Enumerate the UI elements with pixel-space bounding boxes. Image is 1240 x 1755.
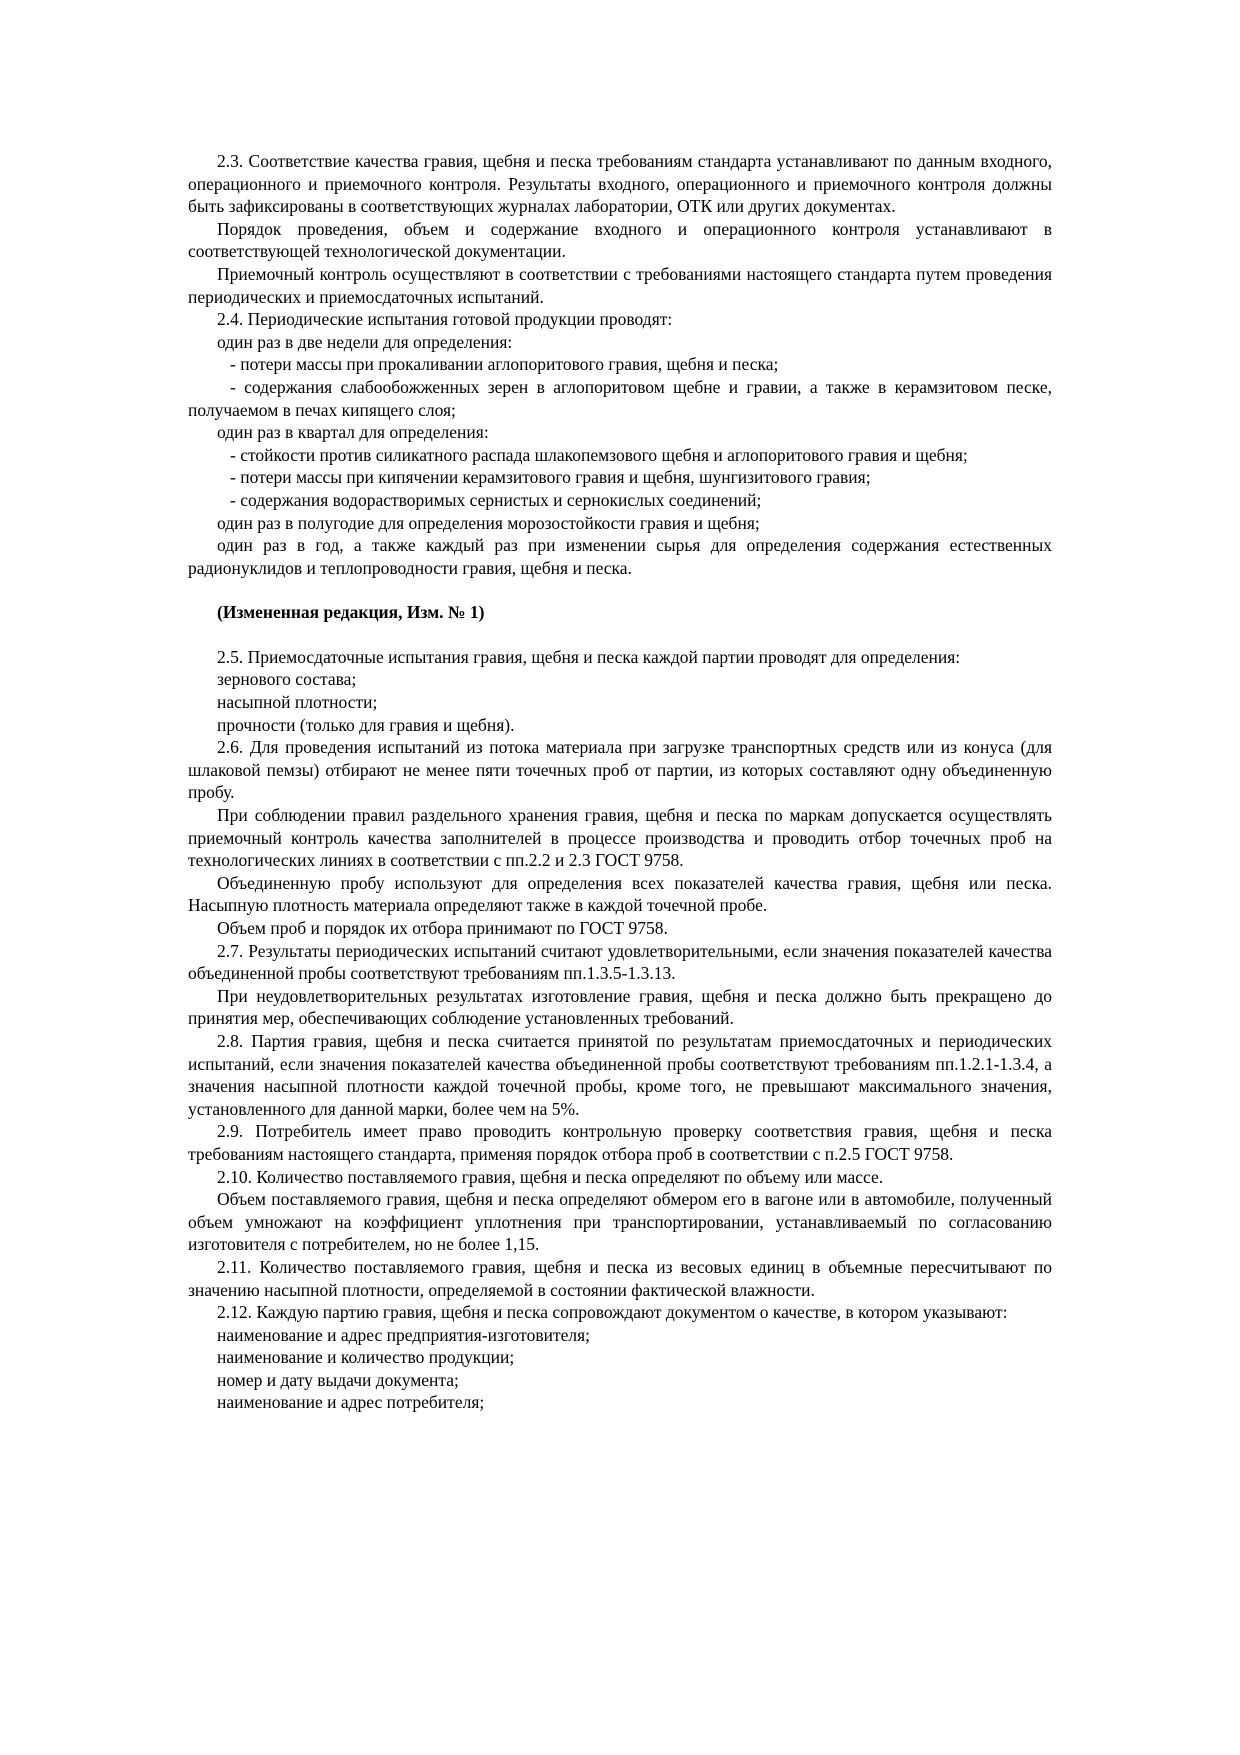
paragraph-2-12: 2.12. Каждую партию гравия, щебня и песка сопровождают документом о качестве, в котором указывают:	[217, 1302, 1008, 1323]
paragraph: При соблюдении правил раздельного хранения гравия, щебня и песка по маркам допускается осуществлять приемочный контроль качества заполнителей в процессе производства и проводить отбор точечных проб на технологических линиях в соответствии с пп.2.2 и 2.3 ГОСТ 9758.	[188, 805, 1052, 871]
paragraph-2-9: 2.9. Потребитель имеет право проводить контрольную проверку соответствия гравия, щебня и песка требованиям настоящего стандарта, применяя порядок отбора проб в соответствии с п.2.5 ГОСТ 9758.	[188, 1121, 1052, 1164]
list-item: номер и дату выдачи документа;	[217, 1369, 459, 1390]
paragraph-2-8: 2.8. Партия гравия, щебня и песка считается принятой по результатам приемосдаточных и периодических испытаний, если значения показателей качества объединенной пробы соответствуют требованиям пп.1.2.1-1.3.4, а значения насыпной плотности каждой точечной пробы, кроме того, не превышают максимального значения, установленного для данной марки, более чем на 5%.	[188, 1030, 1052, 1119]
list-item: наименование и количество продукции;	[217, 1347, 515, 1368]
list-item: - потери массы при кипячении керамзитового гравия и щебня, шунгизитового гравия;	[230, 467, 871, 488]
document-page	[188, 150, 1052, 1414]
list-item: - содержания слабообожженных зерен в аглопоритовом щебне и гравии, а также в керамзитовом песке, получаемом в печах кипящего слоя;	[188, 376, 1052, 420]
paragraph-2-10: 2.10. Количество поставляемого гравия, щебня и песка определяют по объему или массе.	[217, 1166, 884, 1187]
paragraph: Приемочный контроль осуществляют в соответствии с требованиями настоящего стандарта путем проведения периодических и приемосдаточных испытаний.	[188, 263, 1052, 307]
paragraph: один раз в квартал для определения:	[217, 422, 489, 443]
paragraph: один раз в две недели для определения:	[217, 331, 513, 352]
paragraph: Объем поставляемого гравия, щебня и песка определяют обмером его в вагоне или в автомобиле, полученный объем умножают на коэффициент уплотнения при транспортировании, устанавливаемый по согласованию изготовителя с потребителем, но не более 1,15.	[188, 1189, 1052, 1255]
paragraph: Объем проб и порядок их отбора принимают по ГОСТ 9758.	[217, 918, 668, 938]
paragraph: Объединенную пробу используют для определения всех показателей качества гравия, щебня или песка. Насыпную плотность материала определяют также в каждой точечной пробе.	[188, 872, 1052, 916]
list-item: наименование и адрес предприятия-изготовителя;	[217, 1324, 591, 1345]
list-item: - потери массы при прокаливании аглопоритового гравия, щебня и песка;	[230, 354, 779, 375]
list-item: наименование и адрес потребителя;	[217, 1392, 485, 1413]
paragraph-2-3: 2.3. Соответствие качества гравия, щебня и песка требованиям стандарта устанавливают по данным входного, операционного и приемочного контроля. Результаты входного, операционного и приемочного контроля должны быть зафиксированы в соответствующих журналах лаборатории, ОТК или других документах.	[188, 151, 1052, 217]
list-item: прочности (только для гравия и щебня).	[217, 714, 515, 735]
paragraph-2-11: 2.11. Количество поставляемого гравия, щебня и песка из весовых единиц в объемные пересчитывают по значению насыпной плотности, определяемой в состоянии фактической влажности.	[188, 1256, 1052, 1300]
list-item: - содержания водорастворимых сернистых и сернокислых соединений;	[230, 489, 762, 510]
paragraph-2-7: 2.7. Результаты периодических испытаний считают удовлетворительными, если значения показателей качества объединенной пробы соответствуют требованиям пп.1.3.5-1.3.13.	[188, 940, 1052, 984]
paragraph-2-6: 2.6. Для проведения испытаний из потока материала при загрузке транспортных средств или из конуса (для шлаковой пемзы) отбирают не менее пяти точечных проб от партии, из которых составляют одну объединенную пробу.	[188, 737, 1052, 803]
list-item: насыпной плотности;	[217, 692, 378, 713]
paragraph-2-5: 2.5. Приемосдаточные испытания гравия, щебня и песка каждой партии проводят для определения:	[217, 646, 961, 667]
paragraph: один раз в полугодие для определения морозостойкости гравия и щебня;	[217, 512, 760, 533]
paragraph: При неудовлетворительных результатах изготовление гравия, щебня и песка должно быть прекращено до принятия мер, обеспечивающих соблюдение установленных требований.	[188, 985, 1052, 1029]
paragraph-2-4: 2.4. Периодические испытания готовой продукции проводят:	[217, 309, 673, 330]
amendment-note: (Измененная редакция, Изм. № 1)	[217, 602, 485, 623]
list-item: - стойкости против силикатного распада шлакопемзового щебня и аглопоритового гравия и щебня;	[230, 444, 968, 465]
paragraph: Порядок проведения, объем и содержание входного и операционного контроля устанавливают в соответствующей технологической документации.	[188, 218, 1052, 262]
paragraph: один раз в год, а также каждый раз при изменении сырья для определения содержания естественных радионуклидов и теплопроводности гравия, щебня и песка.	[188, 535, 1052, 578]
list-item: зернового состава;	[217, 669, 357, 690]
